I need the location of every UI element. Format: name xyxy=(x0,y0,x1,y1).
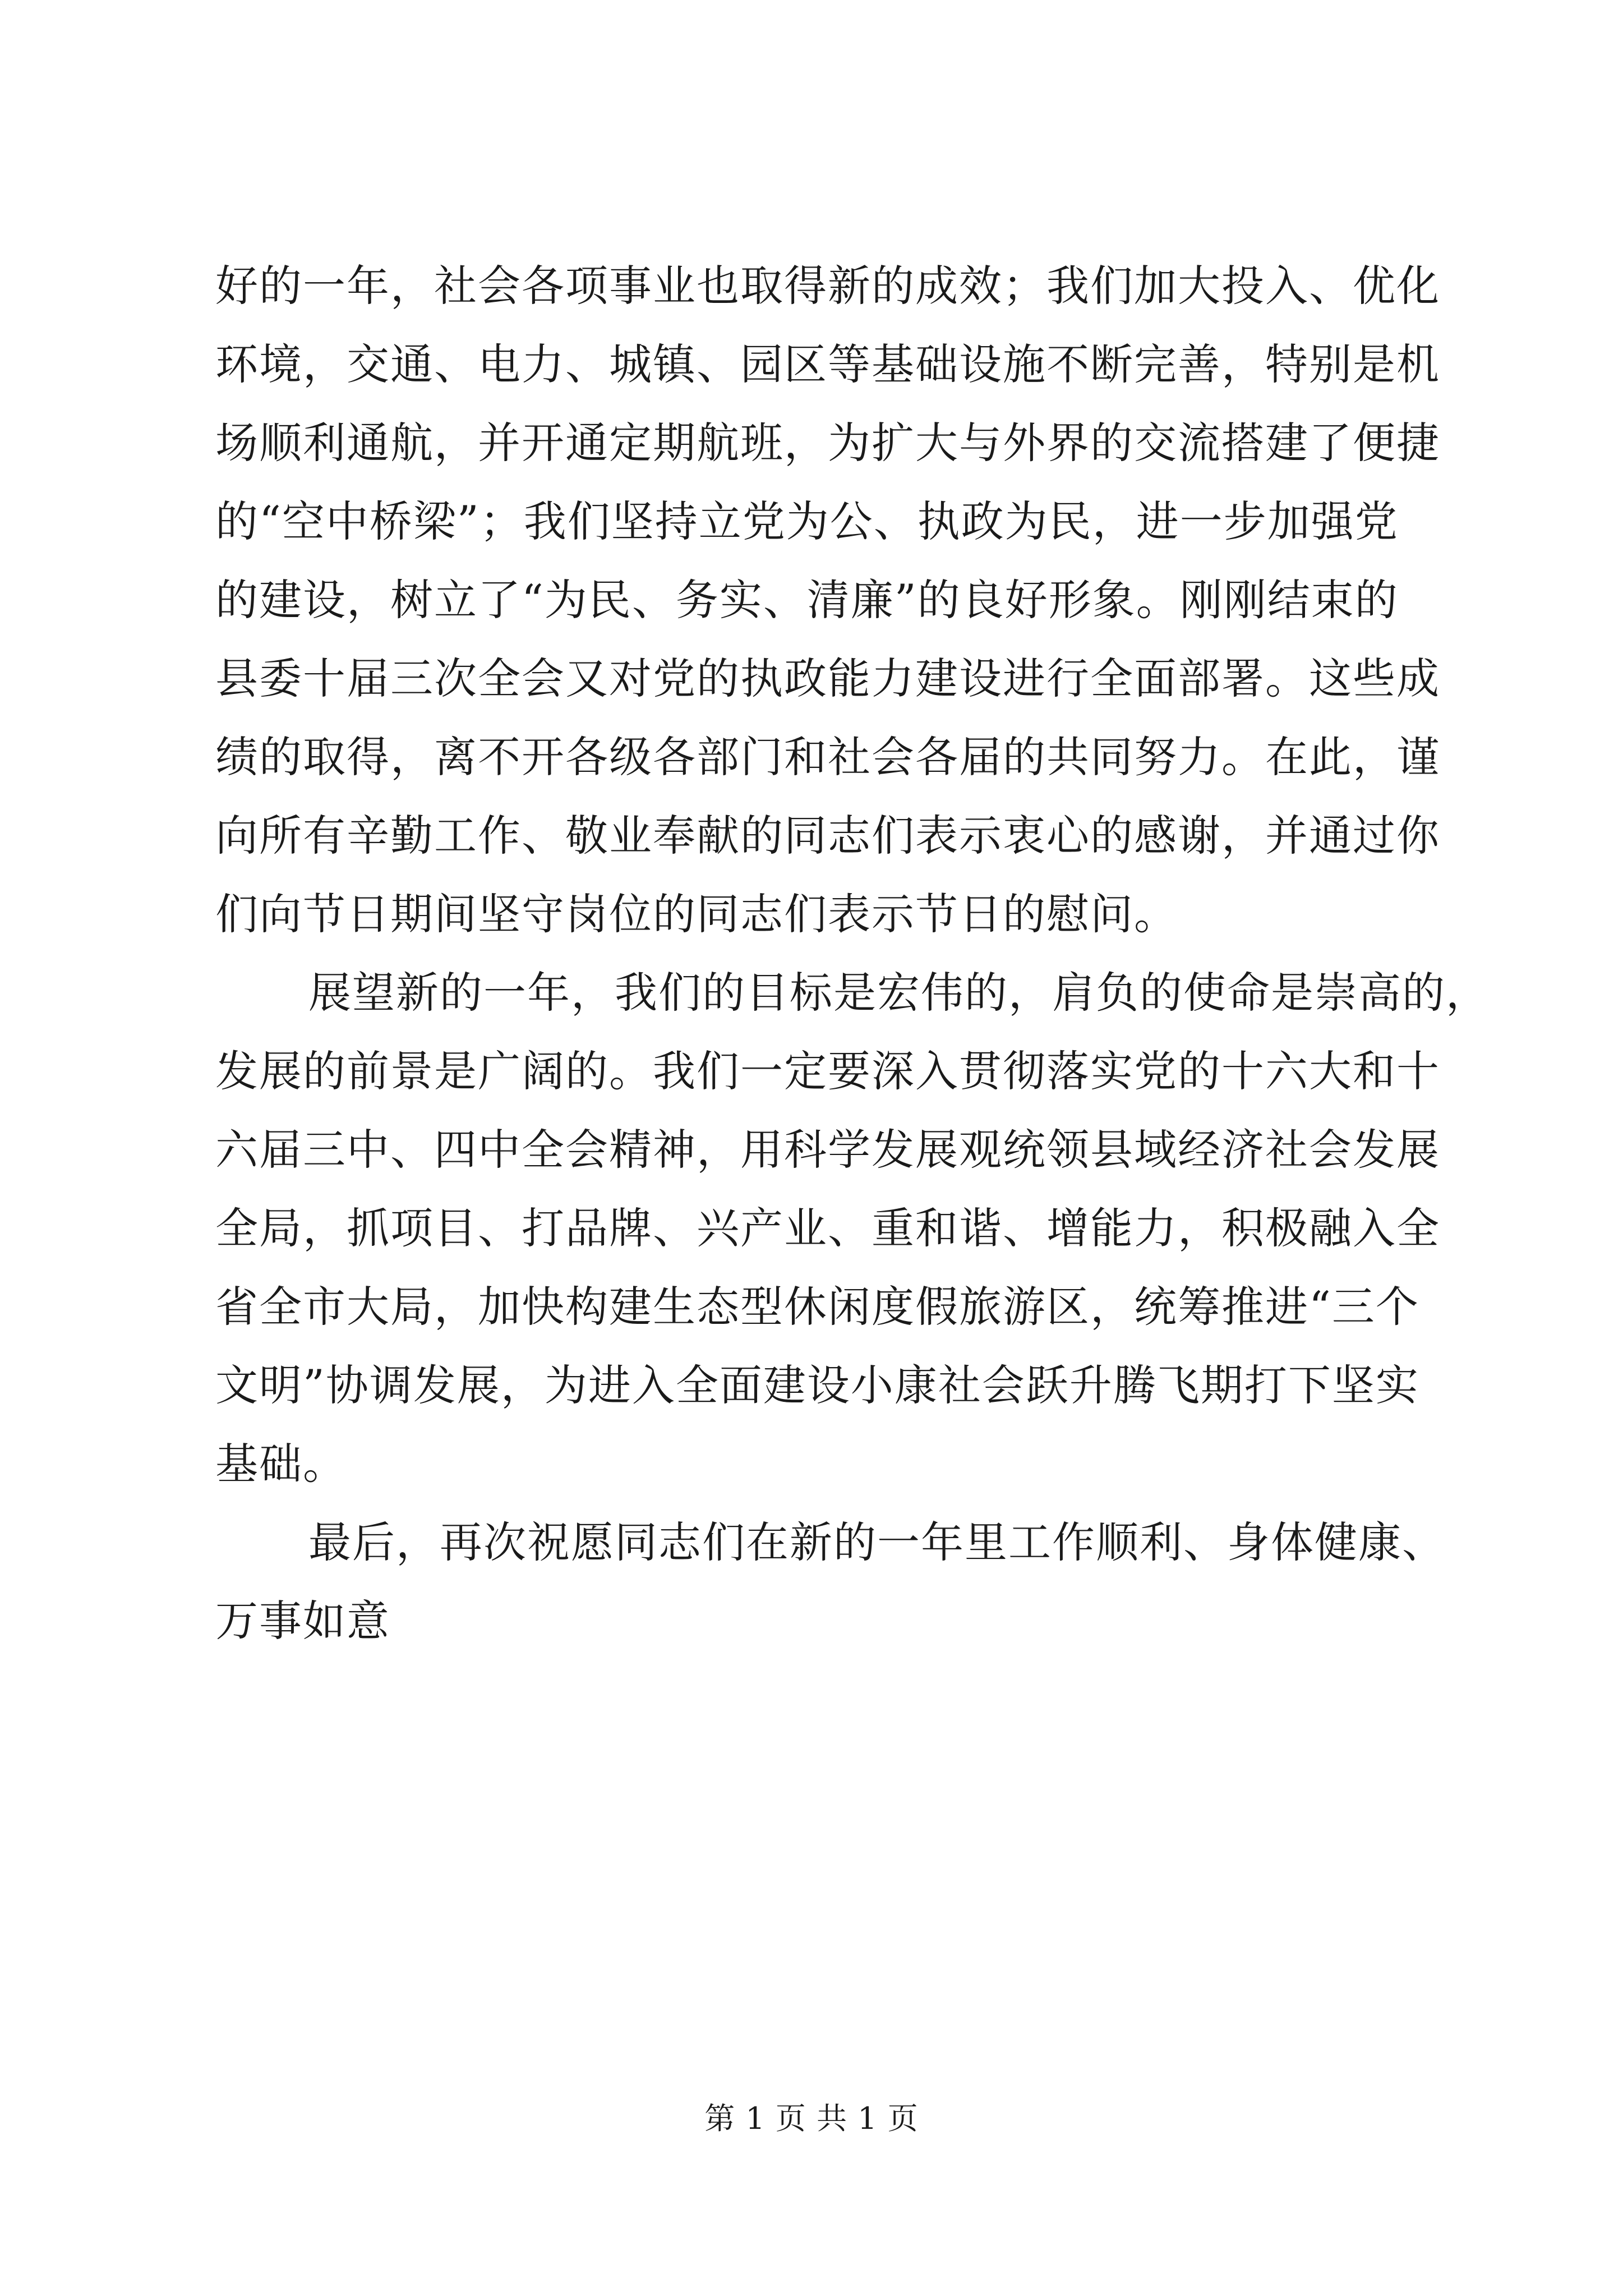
text-line: 的“空中桥梁”；我们坚持立党为公、执政为民，进一步加强党 xyxy=(215,496,1399,546)
text-line: 文明”协调发展，为进入全面建设小康社会跃升腾飞期打下坚实 xyxy=(215,1360,1419,1410)
text-line: 万事如意 xyxy=(215,1596,390,1646)
paragraph-first-line: 最后，再次祝愿同志们在新的一年里工作顺利、身体健康、 xyxy=(308,1517,1446,1567)
text-line: 的建设，树立了“为民、务实、清廉”的良好形象。刚刚结束的 xyxy=(215,575,1399,625)
text-line: 全局，抓项目、打品牌、兴产业、重和谐、增能力，积极融入全 xyxy=(215,1203,1440,1253)
text-line: 绩的取得，离不开各级各部门和社会各届的共同努力。在此，谨 xyxy=(215,732,1440,782)
text-line: 县委十届三次全会又对党的执政能力建设进行全面部署。这些成 xyxy=(215,654,1440,703)
text-line: 们向节日期间坚守岗位的同志们表示节日的慰问。 xyxy=(215,889,1178,939)
text-line: 基础。 xyxy=(215,1439,347,1489)
text-line: 省全市大局，加快构建生态型休闲度假旅游区，统筹推进“三个 xyxy=(215,1282,1419,1332)
text-line: 环境，交通、电力、城镇、园区等基础设施不断完善，特别是机 xyxy=(215,339,1440,389)
text-line: 好的一年，社会各项事业也取得新的成效；我们加大投入、优化 xyxy=(215,261,1440,311)
text-line: 六届三中、四中全会精神，用科学发展观统领县域经济社会发展 xyxy=(215,1125,1440,1175)
page-number-footer: 第 1 页 共 1 页 xyxy=(704,2101,919,2136)
text-line: 向所有辛勤工作、敬业奉献的同志们表示衷心的感谢，并通过你 xyxy=(215,811,1440,861)
paragraph-first-line: 展望新的一年，我们的目标是宏伟的，肩负的使命是崇高的， xyxy=(308,968,1490,1018)
text-line: 发展的前景是广阔的。我们一定要深入贯彻落实党的十六大和十 xyxy=(215,1046,1440,1096)
text-line: 场顺利通航，并开通定期航班，为扩大与外界的交流搭建了便捷 xyxy=(215,418,1440,468)
